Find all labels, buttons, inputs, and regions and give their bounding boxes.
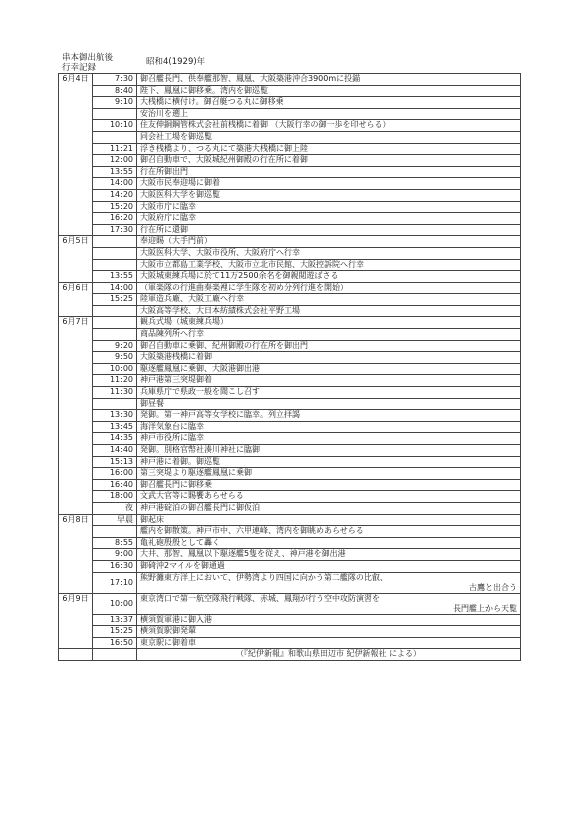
- time-cell: 14:00: [93, 282, 137, 294]
- time-cell: [93, 247, 137, 259]
- event-cell: 大阪医科大学を御巡覧: [137, 189, 521, 201]
- event-cell: 御起床: [137, 514, 521, 526]
- source-note: （『紀伊新報』和歌山県田辺市 紀伊新報社 による）: [137, 649, 521, 661]
- time-cell: [93, 305, 137, 317]
- table-row: [59, 74, 521, 86]
- time-cell: 13:55: [93, 271, 137, 283]
- event-cell: 神戸市役所に臨幸: [137, 433, 521, 445]
- time-cell: 7:30: [93, 74, 137, 86]
- table-row: [59, 479, 521, 491]
- event-cell: （軍楽隊の行進曲奏楽裡に学生隊を初め分列行進を開始）: [137, 282, 521, 294]
- time-cell: 11:30: [93, 387, 137, 399]
- event-cell: [137, 593, 521, 614]
- table-row: [59, 259, 521, 271]
- table-row: [59, 537, 521, 549]
- table-row: [59, 398, 521, 410]
- table-row: [59, 189, 521, 201]
- date-cell: 6月6日: [59, 282, 93, 317]
- date-cell: 6月4日: [59, 74, 93, 236]
- event-cell: 大桟橋に横付け。御召艇つる丸に御移乗: [137, 97, 521, 109]
- time-cell: 15:25: [93, 294, 137, 306]
- table-row: [59, 247, 521, 259]
- time-cell: 9:20: [93, 340, 137, 352]
- table-row: [59, 514, 521, 526]
- table-row: [59, 317, 521, 329]
- event-cell: 兵庫県庁で県政一般を聞こし召す: [137, 387, 521, 399]
- table-row: [59, 352, 521, 364]
- time-cell: [93, 259, 137, 271]
- table-row: [59, 387, 521, 399]
- table-row: [59, 271, 521, 283]
- time-cell: 16:50: [93, 637, 137, 649]
- event-cell: 神戸港第三突堤御着: [137, 375, 521, 387]
- table-row: [59, 85, 521, 97]
- table-row: [59, 108, 521, 120]
- event-cell: 東京駅に御着車: [137, 637, 521, 649]
- table-row: [59, 421, 521, 433]
- event-cell: 大阪市民奉迎場に御着: [137, 178, 521, 190]
- date-cell: 6月8日: [59, 514, 93, 593]
- event-cell: 艦内を御散策。神戸市中、六甲連峰、湾内を御眺めあらせらる: [137, 526, 521, 538]
- date-cell: 6月9日: [59, 593, 93, 649]
- time-cell: 18:00: [93, 491, 137, 503]
- time-cell: [93, 329, 137, 341]
- table-row: [59, 491, 521, 503]
- table-row: [59, 166, 521, 178]
- time-cell: 10:00: [93, 593, 137, 614]
- table-row: [59, 120, 521, 132]
- event-cell: 大阪高等学校、大日本紡績株式会社平野工場: [137, 305, 521, 317]
- time-cell: 13:30: [93, 410, 137, 422]
- event-cell: 横須賀軍港に御入港: [137, 614, 521, 626]
- time-cell: 15:20: [93, 201, 137, 213]
- time-cell: 14:00: [93, 178, 137, 190]
- table-row: [59, 294, 521, 306]
- event-cell: 陸軍造兵廠、大阪工廠へ行幸: [137, 294, 521, 306]
- time-cell: 13:55: [93, 166, 137, 178]
- table-row: [59, 433, 521, 445]
- event-text-continued: 長門艦上から天覧: [453, 603, 517, 613]
- table-row: [59, 97, 521, 109]
- table-row: [59, 560, 521, 572]
- table-row: [59, 340, 521, 352]
- table-row: [59, 445, 521, 457]
- header-left: [62, 53, 113, 73]
- event-cell: 大阪市庁に臨幸: [137, 201, 521, 213]
- time-cell: 9:50: [93, 352, 137, 364]
- time-cell: 9:10: [93, 97, 137, 109]
- time-cell: [93, 317, 137, 329]
- table-row: [59, 410, 521, 422]
- time-cell: 17:10: [93, 572, 137, 593]
- event-cell: 第三突堤より駆逐艦鳳凰に乗御: [137, 468, 521, 480]
- event-cell: 大阪府庁に臨幸: [137, 213, 521, 225]
- table-row: [59, 213, 521, 225]
- header-title-line2: 行幸記録: [62, 63, 97, 73]
- page-header: [62, 53, 522, 73]
- table-row: [59, 626, 521, 638]
- event-cell: 大井、那智、鳳凰以下駆逐艦5隻を従え、神戸港を御出港: [137, 549, 521, 561]
- table-row: [59, 143, 521, 155]
- time-cell: 8:55: [93, 537, 137, 549]
- table-row: [59, 526, 521, 538]
- header-era: 昭和4(1929)年: [146, 57, 206, 67]
- event-cell: 住友伸銅鋼管株式会社前桟橋に着御 （大阪行幸の御一歩を印せらる）: [137, 120, 521, 132]
- date-cell: 6月7日: [59, 317, 93, 514]
- event-cell: 御召艦長門に御移乗: [137, 479, 521, 491]
- time-cell: 15:13: [93, 456, 137, 468]
- event-cell: 御碕沖2マイルを御通過: [137, 560, 521, 572]
- time-cell: 14:20: [93, 189, 137, 201]
- event-cell: 文武大官等に賜饗あらせらる: [137, 491, 521, 503]
- table-row: [59, 363, 521, 375]
- time-cell: 9:00: [93, 549, 137, 561]
- event-cell: 御召自動車で、大阪城紀州御殿の行在所に着御: [137, 155, 521, 167]
- time-cell: 13:37: [93, 614, 137, 626]
- table-row: [59, 375, 521, 387]
- event-text-continued: 古鷹と出合う: [469, 582, 517, 592]
- event-cell: 安治川を遡上: [137, 108, 521, 120]
- table-row: [59, 593, 521, 614]
- event-cell: 発御。第一神戸高等女学校に臨幸。列立拝謁: [137, 410, 521, 422]
- table-row: [59, 178, 521, 190]
- event-cell: 大阪市立都島工業学校、大阪市立北市民館、大阪控訴院へ行幸: [137, 259, 521, 271]
- event-cell: 行在所に還御: [137, 224, 521, 236]
- table-row: [59, 224, 521, 236]
- table-row: [59, 456, 521, 468]
- time-cell: 10:00: [93, 363, 137, 375]
- blank-cell: [93, 649, 137, 661]
- table-row: [59, 468, 521, 480]
- time-cell: 11:20: [93, 375, 137, 387]
- table-row: [59, 637, 521, 649]
- time-cell: 8:40: [93, 85, 137, 97]
- event-cell: 御召艦長門、供奉艦那智、鳳凰、大阪築港沖合3900mに投錨: [137, 74, 521, 86]
- time-cell: 16:30: [93, 560, 137, 572]
- time-cell: [93, 526, 137, 538]
- event-cell: 商品陳列所へ行幸: [137, 329, 521, 341]
- time-cell: 12:00: [93, 155, 137, 167]
- event-text: 熊野灘東方洋上において、伊勢湾より四国に向かう第二艦隊の比叡、: [140, 572, 388, 582]
- blank-cell: [59, 649, 93, 661]
- event-cell: 観兵式場（城東練兵場）: [137, 317, 521, 329]
- time-cell: [93, 108, 137, 120]
- time-cell: 10:10: [93, 120, 137, 132]
- event-cell: 陛下、鳳凰に御移乗。湾内を御巡覧: [137, 85, 521, 97]
- time-cell: 早晨: [93, 514, 137, 526]
- table-row: [59, 549, 521, 561]
- time-cell: 17:30: [93, 224, 137, 236]
- table-row: [59, 282, 521, 294]
- time-cell: 13:45: [93, 421, 137, 433]
- table-row: [59, 329, 521, 341]
- event-cell: [137, 572, 521, 593]
- header-title-line1: 串本御出航後: [62, 53, 114, 63]
- event-cell: 大阪医科大学、大阪市役所、大阪府庁へ行幸: [137, 247, 521, 259]
- event-cell: 同会社工場を御巡覧: [137, 131, 521, 143]
- event-cell: 亀礼砲殷殷として轟く: [137, 537, 521, 549]
- time-cell: 16:20: [93, 213, 137, 225]
- event-cell: 行在所御出門: [137, 166, 521, 178]
- event-cell: 駆逐艦鳳凰に乗御、大阪港御出港: [137, 363, 521, 375]
- source-row: [59, 649, 521, 661]
- event-cell: 神戸港に着御。御巡覧: [137, 456, 521, 468]
- time-cell: [93, 131, 137, 143]
- event-cell: 奉迎賜（大手門前）: [137, 236, 521, 248]
- table-row: [59, 502, 521, 514]
- table-row: [59, 236, 521, 248]
- event-cell: 大阪城東練兵場に於て11万2500余名を御親閲遊ばさる: [137, 271, 521, 283]
- table-row: [59, 572, 521, 593]
- event-cell: 大阪築港桟橋に着御: [137, 352, 521, 364]
- time-cell: 夜: [93, 502, 137, 514]
- event-cell: 神戸港碇泊の御召艦長門に御仮泊: [137, 502, 521, 514]
- time-cell: [93, 398, 137, 410]
- table-row: [59, 155, 521, 167]
- event-cell: 浮き桟橋より、つる丸にて築港大桟橋に御上陸: [137, 143, 521, 155]
- time-cell: 16:40: [93, 479, 137, 491]
- event-cell: 横須賀駅御発輦: [137, 626, 521, 638]
- table-row: [59, 614, 521, 626]
- time-cell: 14:40: [93, 445, 137, 457]
- date-cell: 6月5日: [59, 236, 93, 282]
- event-text: 東京湾口で第一航空隊飛行戦隊、赤城、鳳翔が行う空中攻防演習を: [140, 593, 380, 603]
- time-cell: [93, 236, 137, 248]
- table-row: [59, 131, 521, 143]
- table-row: [59, 201, 521, 213]
- time-cell: 11:21: [93, 143, 137, 155]
- time-cell: 15:25: [93, 626, 137, 638]
- itinerary-table: [58, 73, 521, 661]
- event-cell: 御召自動車に乗御、紀州御殿の行在所を御出門: [137, 340, 521, 352]
- time-cell: 14:35: [93, 433, 137, 445]
- event-cell: 海洋気象台に臨幸: [137, 421, 521, 433]
- event-cell: 御昼餐: [137, 398, 521, 410]
- table-row: [59, 305, 521, 317]
- time-cell: 16:00: [93, 468, 137, 480]
- event-cell: 発御。別格官幣社湊川神社に臨御: [137, 445, 521, 457]
